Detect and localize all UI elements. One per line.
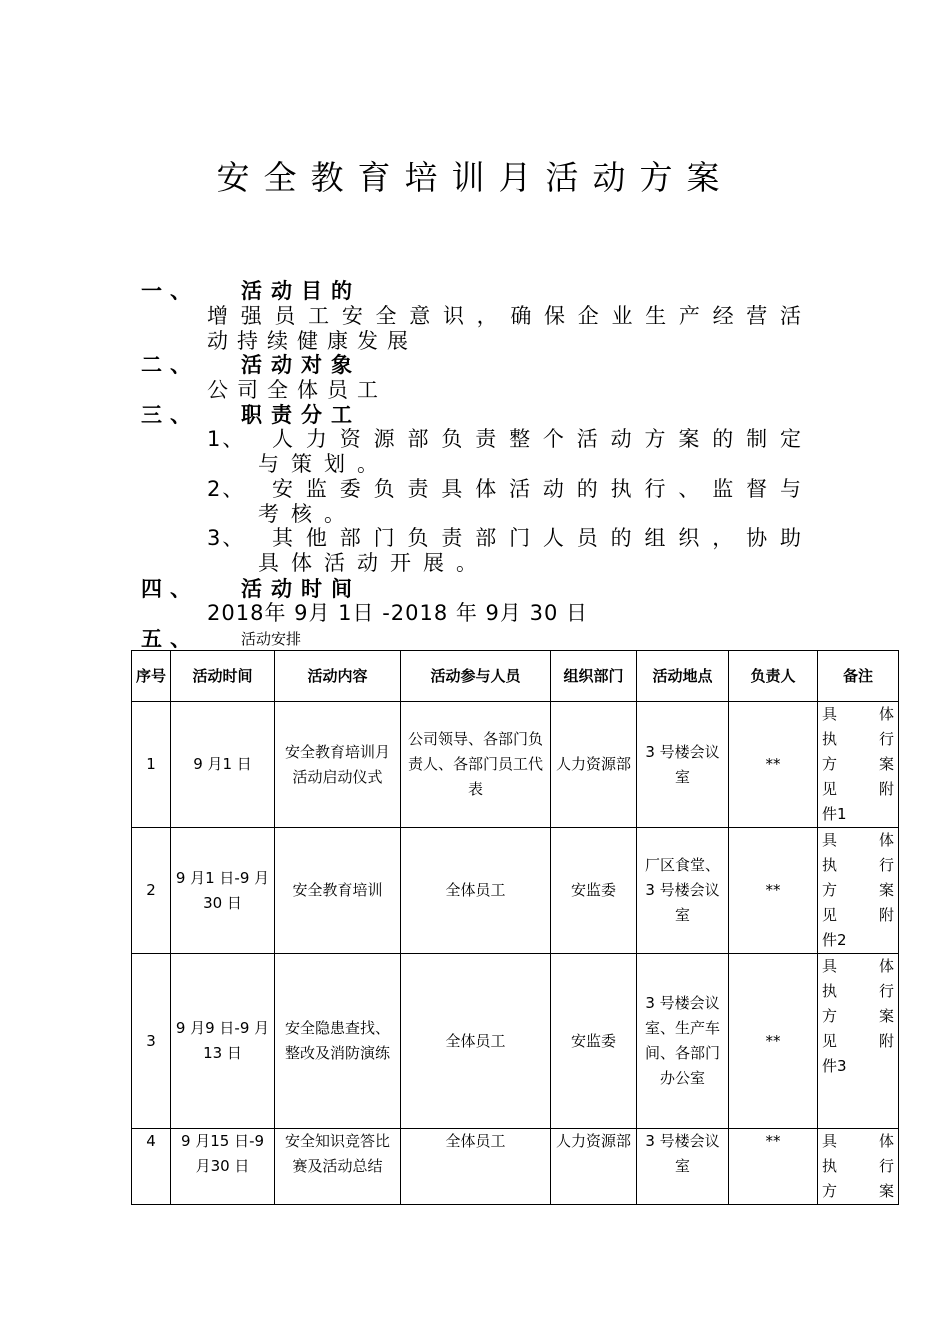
header-cell: 活动地点 bbox=[637, 651, 729, 702]
cell-time: 9 月1 日 bbox=[171, 702, 275, 828]
cell-owner: ** bbox=[729, 828, 818, 954]
cell-participants: 公司领导、各部门负责人、各部门员工代表 bbox=[401, 702, 551, 828]
duty-item-2-line1: 安监委负责具体活动的执行、监督与 bbox=[272, 477, 801, 501]
duty-item-2-line2: 考核。 bbox=[258, 502, 357, 526]
cell-place: 厂区食堂、3 号楼会议室 bbox=[637, 828, 729, 954]
table-row bbox=[132, 702, 899, 828]
cell-dept: 安监委 bbox=[551, 954, 637, 1129]
cell-participants: 全体员工 bbox=[401, 828, 551, 954]
remark-line: 方 案 bbox=[822, 881, 894, 899]
cell-dept: 人力资源部 bbox=[551, 1129, 637, 1205]
remark-line: 具 体 bbox=[822, 831, 894, 849]
header-cell: 活动内容 bbox=[275, 651, 401, 702]
cell-place: 3 号楼会议室 bbox=[637, 1129, 729, 1205]
table-row bbox=[132, 1129, 899, 1205]
remark-line: 执 行 bbox=[822, 730, 894, 748]
section-4-heading: 活动时间 bbox=[241, 577, 361, 601]
duty-item-1-line1: 人力资源部负责整个活动方案的制定 bbox=[272, 427, 801, 451]
duty-item-3-line1: 其他部门负责部门人员的组织，协助 bbox=[272, 526, 801, 550]
cell-owner: ** bbox=[729, 1129, 818, 1205]
remark-line: 方 案 bbox=[822, 755, 894, 773]
cell-dept: 安监委 bbox=[551, 828, 637, 954]
cell-content: 安全知识竞答比赛及活动总结 bbox=[275, 1129, 401, 1205]
section-5-number: 五、 bbox=[141, 627, 199, 651]
cell-remark bbox=[818, 702, 899, 828]
remark-line: 件2 bbox=[822, 931, 847, 949]
cell-participants: 全体员工 bbox=[401, 1129, 551, 1205]
section-3-heading: 职责分工 bbox=[241, 403, 361, 427]
header-cell: 备注 bbox=[818, 651, 899, 702]
cell-remark bbox=[818, 1129, 899, 1205]
remark-line: 具 体 bbox=[822, 1132, 894, 1150]
table-row bbox=[132, 954, 899, 1129]
cell-remark bbox=[818, 828, 899, 954]
header-cell: 负责人 bbox=[729, 651, 818, 702]
remark-line: 执 行 bbox=[822, 856, 894, 874]
section-2-heading: 活动对象 bbox=[241, 353, 361, 377]
section-5-heading: 活动安排 bbox=[241, 630, 302, 648]
section-4-body: 2018年 9月 1日 -2018 年 9月 30 日 bbox=[207, 601, 588, 625]
cell-place: 3 号楼会议室 bbox=[637, 702, 729, 828]
cell-participants: 全体员工 bbox=[401, 954, 551, 1129]
section-2-body: 公司全体员工 bbox=[207, 378, 387, 402]
table-header-row bbox=[132, 651, 899, 702]
cell-content: 安全教育培训 bbox=[275, 828, 401, 954]
cell-no: 3 bbox=[132, 954, 171, 1129]
duty-item-3-line2: 具体活动开展。 bbox=[258, 551, 489, 575]
cell-place: 3 号楼会议室、生产车间、各部门办公室 bbox=[637, 954, 729, 1129]
header-cell: 组织部门 bbox=[551, 651, 637, 702]
header-cell: 活动参与人员 bbox=[401, 651, 551, 702]
remark-line: 见 附 bbox=[822, 780, 894, 798]
section-1-body-line2: 动持续健康发展 bbox=[207, 329, 417, 353]
cell-content: 安全隐患查找、整改及消防演练 bbox=[275, 954, 401, 1129]
cell-owner: ** bbox=[729, 954, 818, 1129]
page-title: 安全教育培训月活动方案 bbox=[216, 158, 734, 197]
cell-no: 2 bbox=[132, 828, 171, 954]
remark-line: 见 附 bbox=[822, 906, 894, 924]
cell-time: 9 月1 日-9 月30 日 bbox=[171, 828, 275, 954]
header-cell: 活动时间 bbox=[171, 651, 275, 702]
remark-line: 件3 bbox=[822, 1057, 847, 1075]
header-cell: 序号 bbox=[132, 651, 171, 702]
section-2-number: 二、 bbox=[141, 353, 199, 377]
remark-line: 具 体 bbox=[822, 705, 894, 723]
remark-line: 件1 bbox=[822, 805, 847, 823]
cell-time: 9 月9 日-9 月13 日 bbox=[171, 954, 275, 1129]
remark-line: 方 案 bbox=[822, 1007, 894, 1025]
cell-time: 9 月15 日-9 月30 日 bbox=[171, 1129, 275, 1205]
remark-line: 执 行 bbox=[822, 1157, 894, 1175]
section-1-heading: 活动目的 bbox=[241, 279, 361, 303]
section-4-number: 四、 bbox=[141, 577, 199, 601]
remark-line: 具 体 bbox=[822, 957, 894, 975]
cell-no: 1 bbox=[132, 702, 171, 828]
duty-item-2-number: 2、 bbox=[207, 477, 246, 501]
activity-schedule-table bbox=[131, 650, 899, 1205]
cell-remark bbox=[818, 954, 899, 1129]
remark-line: 方 案 bbox=[822, 1182, 894, 1200]
cell-no: 4 bbox=[132, 1129, 171, 1205]
cell-dept: 人力资源部 bbox=[551, 702, 637, 828]
duty-item-3-number: 3、 bbox=[207, 526, 246, 550]
section-1-body-line1: 增强员工安全意识，确保企业生产经营活 bbox=[207, 304, 801, 328]
cell-owner: ** bbox=[729, 702, 818, 828]
cell-content: 安全教育培训月活动启动仪式 bbox=[275, 702, 401, 828]
remark-line: 执 行 bbox=[822, 982, 894, 1000]
duty-item-1-number: 1、 bbox=[207, 427, 246, 451]
duty-item-1-line2: 与策划。 bbox=[258, 452, 390, 476]
table-row bbox=[132, 828, 899, 954]
section-3-number: 三、 bbox=[141, 403, 199, 427]
section-1-number: 一、 bbox=[141, 279, 199, 303]
remark-line: 见 附 bbox=[822, 1032, 894, 1050]
